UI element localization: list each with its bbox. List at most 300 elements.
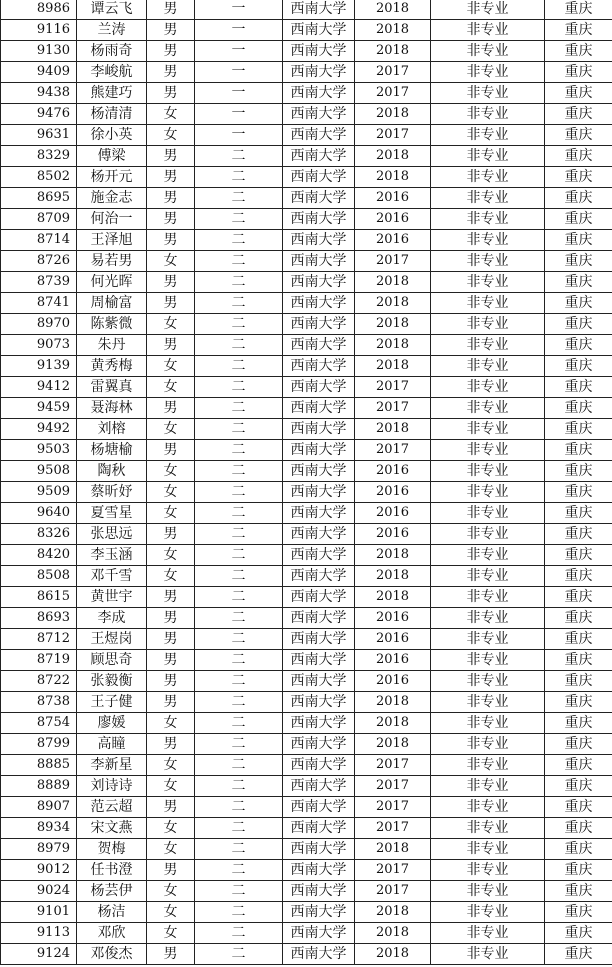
category-cell: 非专业 [431, 293, 545, 314]
region-cell: 重庆 [545, 251, 612, 272]
prize-level-cell: 二 [195, 188, 283, 209]
student-id-cell: 9130 [1, 41, 77, 62]
table-row [1, 692, 612, 713]
category-cell: 非专业 [431, 440, 545, 461]
student-id-cell: 9101 [1, 902, 77, 923]
name-cell: 熊建巧 [77, 83, 147, 104]
name-cell: 傅梁 [77, 146, 147, 167]
name-cell: 兰涛 [77, 20, 147, 41]
category-cell: 非专业 [431, 146, 545, 167]
gender-cell: 男 [147, 587, 195, 608]
category-cell: 非专业 [431, 0, 545, 20]
region-cell: 重庆 [545, 629, 612, 650]
name-cell: 杨清清 [77, 104, 147, 125]
name-cell: 杨洁 [77, 902, 147, 923]
table-row [1, 608, 612, 629]
category-cell: 非专业 [431, 20, 545, 41]
category-cell: 非专业 [431, 335, 545, 356]
gender-cell: 女 [147, 713, 195, 734]
region-cell: 重庆 [545, 797, 612, 818]
name-cell: 朱丹 [77, 335, 147, 356]
student-id-cell: 8508 [1, 566, 77, 587]
gender-cell: 男 [147, 62, 195, 83]
prize-level-cell: 一 [195, 41, 283, 62]
region-cell: 重庆 [545, 608, 612, 629]
year-cell: 2018 [355, 20, 431, 41]
name-cell: 范云超 [77, 797, 147, 818]
gender-cell: 男 [147, 650, 195, 671]
name-cell: 贺梅 [77, 839, 147, 860]
category-cell: 非专业 [431, 230, 545, 251]
school-cell: 西南大学 [283, 692, 355, 713]
name-cell: 李新星 [77, 755, 147, 776]
gender-cell: 女 [147, 419, 195, 440]
prize-level-cell: 二 [195, 377, 283, 398]
table-row [1, 83, 612, 104]
student-id-cell: 9124 [1, 944, 77, 965]
school-cell: 西南大学 [283, 902, 355, 923]
student-id-cell: 8726 [1, 251, 77, 272]
prize-level-cell: 二 [195, 167, 283, 188]
table-row [1, 524, 612, 545]
category-cell: 非专业 [431, 356, 545, 377]
gender-cell: 女 [147, 251, 195, 272]
year-cell: 2018 [355, 734, 431, 755]
school-cell: 西南大学 [283, 335, 355, 356]
school-cell: 西南大学 [283, 314, 355, 335]
category-cell: 非专业 [431, 734, 545, 755]
table-row [1, 734, 612, 755]
year-cell: 2016 [355, 629, 431, 650]
name-cell: 李峻航 [77, 62, 147, 83]
category-cell: 非专业 [431, 209, 545, 230]
year-cell: 2016 [355, 608, 431, 629]
table-row [1, 839, 612, 860]
region-cell: 重庆 [545, 503, 612, 524]
gender-cell: 女 [147, 104, 195, 125]
category-cell: 非专业 [431, 104, 545, 125]
school-cell: 西南大学 [283, 377, 355, 398]
gender-cell: 男 [147, 188, 195, 209]
table-row [1, 125, 612, 146]
gender-cell: 女 [147, 818, 195, 839]
category-cell: 非专业 [431, 650, 545, 671]
student-id-cell: 8693 [1, 608, 77, 629]
table-row [1, 356, 612, 377]
year-cell: 2017 [355, 818, 431, 839]
student-id-cell: 8799 [1, 734, 77, 755]
category-cell: 非专业 [431, 482, 545, 503]
name-cell: 徐小英 [77, 125, 147, 146]
gender-cell: 男 [147, 398, 195, 419]
year-cell: 2018 [355, 104, 431, 125]
table-row [1, 545, 612, 566]
year-cell: 2017 [355, 797, 431, 818]
year-cell: 2016 [355, 671, 431, 692]
year-cell: 2016 [355, 461, 431, 482]
year-cell: 2018 [355, 293, 431, 314]
prize-level-cell: 二 [195, 566, 283, 587]
category-cell: 非专业 [431, 503, 545, 524]
name-cell: 周榆富 [77, 293, 147, 314]
table-body [1, 0, 612, 965]
prize-level-cell: 一 [195, 125, 283, 146]
student-id-cell: 9412 [1, 377, 77, 398]
school-cell: 西南大学 [283, 545, 355, 566]
student-id-cell: 9024 [1, 881, 77, 902]
student-id-cell: 9113 [1, 923, 77, 944]
school-cell: 西南大学 [283, 797, 355, 818]
year-cell: 2016 [355, 230, 431, 251]
category-cell: 非专业 [431, 755, 545, 776]
school-cell: 西南大学 [283, 419, 355, 440]
table-row [1, 671, 612, 692]
category-cell: 非专业 [431, 83, 545, 104]
table-row [1, 272, 612, 293]
year-cell: 2017 [355, 440, 431, 461]
name-cell: 施金志 [77, 188, 147, 209]
gender-cell: 男 [147, 797, 195, 818]
school-cell: 西南大学 [283, 251, 355, 272]
name-cell: 廖媛 [77, 713, 147, 734]
school-cell: 西南大学 [283, 755, 355, 776]
gender-cell: 女 [147, 314, 195, 335]
category-cell: 非专业 [431, 545, 545, 566]
region-cell: 重庆 [545, 881, 612, 902]
year-cell: 2017 [355, 860, 431, 881]
gender-cell: 男 [147, 0, 195, 20]
region-cell: 重庆 [545, 419, 612, 440]
year-cell: 2017 [355, 83, 431, 104]
name-cell: 陈紫微 [77, 314, 147, 335]
school-cell: 西南大学 [283, 146, 355, 167]
school-cell: 西南大学 [283, 20, 355, 41]
student-id-cell: 9012 [1, 860, 77, 881]
table-row [1, 377, 612, 398]
gender-cell: 男 [147, 272, 195, 293]
student-id-cell: 8739 [1, 272, 77, 293]
category-cell: 非专业 [431, 524, 545, 545]
region-cell: 重庆 [545, 671, 612, 692]
category-cell: 非专业 [431, 188, 545, 209]
category-cell: 非专业 [431, 629, 545, 650]
region-cell: 重庆 [545, 293, 612, 314]
year-cell: 2018 [355, 335, 431, 356]
gender-cell: 男 [147, 440, 195, 461]
school-cell: 西南大学 [283, 272, 355, 293]
gender-cell: 男 [147, 608, 195, 629]
table-row [1, 293, 612, 314]
category-cell: 非专业 [431, 671, 545, 692]
prize-level-cell: 二 [195, 230, 283, 251]
school-cell: 西南大学 [283, 671, 355, 692]
category-cell: 非专业 [431, 713, 545, 734]
year-cell: 2018 [355, 167, 431, 188]
prize-level-cell: 一 [195, 104, 283, 125]
name-cell: 王泽旭 [77, 230, 147, 251]
name-cell: 顾思奇 [77, 650, 147, 671]
region-cell: 重庆 [545, 461, 612, 482]
table-row [1, 41, 612, 62]
region-cell: 重庆 [545, 62, 612, 83]
year-cell: 2018 [355, 419, 431, 440]
table-row [1, 104, 612, 125]
year-cell: 2018 [355, 587, 431, 608]
prize-level-cell: 二 [195, 146, 283, 167]
table-row [1, 482, 612, 503]
prize-level-cell: 二 [195, 629, 283, 650]
category-cell: 非专业 [431, 272, 545, 293]
table-row [1, 335, 612, 356]
name-cell: 蔡昕妤 [77, 482, 147, 503]
prize-level-cell: 二 [195, 251, 283, 272]
table-row [1, 587, 612, 608]
school-cell: 西南大学 [283, 83, 355, 104]
region-cell: 重庆 [545, 314, 612, 335]
year-cell: 2017 [355, 776, 431, 797]
region-cell: 重庆 [545, 83, 612, 104]
table-row [1, 209, 612, 230]
school-cell: 西南大学 [283, 776, 355, 797]
school-cell: 西南大学 [283, 587, 355, 608]
category-cell: 非专业 [431, 251, 545, 272]
category-cell: 非专业 [431, 776, 545, 797]
name-cell: 黄秀梅 [77, 356, 147, 377]
table-row [1, 20, 612, 41]
name-cell: 李玉涵 [77, 545, 147, 566]
year-cell: 2017 [355, 398, 431, 419]
table-row [1, 440, 612, 461]
region-cell: 重庆 [545, 545, 612, 566]
region-cell: 重庆 [545, 860, 612, 881]
table-row [1, 0, 612, 20]
student-id-cell: 8714 [1, 230, 77, 251]
student-id-cell: 9640 [1, 503, 77, 524]
category-cell: 非专业 [431, 797, 545, 818]
table-row [1, 818, 612, 839]
prize-level-cell: 二 [195, 860, 283, 881]
region-cell: 重庆 [545, 230, 612, 251]
prize-level-cell: 二 [195, 398, 283, 419]
year-cell: 2017 [355, 251, 431, 272]
year-cell: 2018 [355, 146, 431, 167]
name-cell: 高瞳 [77, 734, 147, 755]
category-cell: 非专业 [431, 461, 545, 482]
student-id-cell: 8889 [1, 776, 77, 797]
gender-cell: 女 [147, 881, 195, 902]
school-cell: 西南大学 [283, 461, 355, 482]
category-cell: 非专业 [431, 923, 545, 944]
table-row [1, 461, 612, 482]
year-cell: 2017 [355, 62, 431, 83]
category-cell: 非专业 [431, 398, 545, 419]
student-id-cell: 9139 [1, 356, 77, 377]
year-cell: 2017 [355, 377, 431, 398]
category-cell: 非专业 [431, 419, 545, 440]
name-cell: 杨开元 [77, 167, 147, 188]
gender-cell: 女 [147, 125, 195, 146]
prize-level-cell: 二 [195, 293, 283, 314]
name-cell: 夏雪星 [77, 503, 147, 524]
table-row [1, 776, 612, 797]
prize-level-cell: 二 [195, 923, 283, 944]
gender-cell: 男 [147, 734, 195, 755]
region-cell: 重庆 [545, 944, 612, 965]
prize-level-cell: 二 [195, 209, 283, 230]
region-cell: 重庆 [545, 0, 612, 20]
category-cell: 非专业 [431, 41, 545, 62]
region-cell: 重庆 [545, 692, 612, 713]
prize-level-cell: 二 [195, 461, 283, 482]
prize-level-cell: 二 [195, 335, 283, 356]
name-cell: 何治一 [77, 209, 147, 230]
name-cell: 邓俊杰 [77, 944, 147, 965]
table-row [1, 314, 612, 335]
year-cell: 2016 [355, 209, 431, 230]
gender-cell: 女 [147, 839, 195, 860]
table-row [1, 62, 612, 83]
student-id-cell: 8907 [1, 797, 77, 818]
school-cell: 西南大学 [283, 713, 355, 734]
category-cell: 非专业 [431, 608, 545, 629]
gender-cell: 男 [147, 41, 195, 62]
year-cell: 2017 [355, 755, 431, 776]
category-cell: 非专业 [431, 902, 545, 923]
student-id-cell: 8712 [1, 629, 77, 650]
year-cell: 2018 [355, 566, 431, 587]
name-cell: 李成 [77, 608, 147, 629]
gender-cell: 女 [147, 902, 195, 923]
table-row [1, 566, 612, 587]
category-cell: 非专业 [431, 818, 545, 839]
student-id-cell: 8754 [1, 713, 77, 734]
region-cell: 重庆 [545, 335, 612, 356]
gender-cell: 男 [147, 860, 195, 881]
student-id-cell: 8615 [1, 587, 77, 608]
name-cell: 陶秋 [77, 461, 147, 482]
name-cell: 任书澄 [77, 860, 147, 881]
gender-cell: 女 [147, 503, 195, 524]
table-row [1, 230, 612, 251]
student-id-cell: 9459 [1, 398, 77, 419]
prize-level-cell: 二 [195, 356, 283, 377]
student-id-cell: 9116 [1, 20, 77, 41]
gender-cell: 女 [147, 776, 195, 797]
table-row [1, 146, 612, 167]
school-cell: 西南大学 [283, 566, 355, 587]
prize-level-cell: 二 [195, 839, 283, 860]
year-cell: 2018 [355, 923, 431, 944]
prize-level-cell: 二 [195, 734, 283, 755]
school-cell: 西南大学 [283, 629, 355, 650]
school-cell: 西南大学 [283, 944, 355, 965]
name-cell: 张思远 [77, 524, 147, 545]
student-id-cell: 8326 [1, 524, 77, 545]
school-cell: 西南大学 [283, 860, 355, 881]
name-cell: 黄世宇 [77, 587, 147, 608]
region-cell: 重庆 [545, 377, 612, 398]
category-cell: 非专业 [431, 860, 545, 881]
school-cell: 西南大学 [283, 356, 355, 377]
gender-cell: 男 [147, 335, 195, 356]
table-row [1, 860, 612, 881]
prize-level-cell: 一 [195, 20, 283, 41]
region-cell: 重庆 [545, 146, 612, 167]
year-cell: 2018 [355, 272, 431, 293]
prize-level-cell: 二 [195, 503, 283, 524]
region-cell: 重庆 [545, 104, 612, 125]
student-id-cell: 8695 [1, 188, 77, 209]
prize-level-cell: 二 [195, 818, 283, 839]
gender-cell: 男 [147, 83, 195, 104]
school-cell: 西南大学 [283, 524, 355, 545]
region-cell: 重庆 [545, 188, 612, 209]
year-cell: 2018 [355, 41, 431, 62]
name-cell: 谭云飞 [77, 0, 147, 20]
school-cell: 西南大学 [283, 167, 355, 188]
table-row [1, 419, 612, 440]
gender-cell: 男 [147, 167, 195, 188]
region-cell: 重庆 [545, 566, 612, 587]
prize-level-cell: 二 [195, 671, 283, 692]
name-cell: 杨雨奇 [77, 41, 147, 62]
table-row [1, 713, 612, 734]
region-cell: 重庆 [545, 818, 612, 839]
name-cell: 邓千雪 [77, 566, 147, 587]
name-cell: 何光晖 [77, 272, 147, 293]
name-cell: 张毅衡 [77, 671, 147, 692]
prize-level-cell: 二 [195, 713, 283, 734]
gender-cell: 女 [147, 923, 195, 944]
table-row [1, 755, 612, 776]
year-cell: 2016 [355, 482, 431, 503]
student-id-cell: 8719 [1, 650, 77, 671]
region-cell: 重庆 [545, 713, 612, 734]
school-cell: 西南大学 [283, 818, 355, 839]
region-cell: 重庆 [545, 125, 612, 146]
region-cell: 重庆 [545, 356, 612, 377]
prize-level-cell: 二 [195, 692, 283, 713]
name-cell: 易若男 [77, 251, 147, 272]
year-cell: 2018 [355, 713, 431, 734]
region-cell: 重庆 [545, 755, 612, 776]
student-id-cell: 9409 [1, 62, 77, 83]
student-id-cell: 8885 [1, 755, 77, 776]
student-id-cell: 8502 [1, 167, 77, 188]
table-row [1, 797, 612, 818]
prize-level-cell: 一 [195, 0, 283, 20]
gender-cell: 男 [147, 146, 195, 167]
student-id-cell: 9492 [1, 419, 77, 440]
gender-cell: 男 [147, 293, 195, 314]
student-id-cell: 8979 [1, 839, 77, 860]
school-cell: 西南大学 [283, 923, 355, 944]
region-cell: 重庆 [545, 734, 612, 755]
year-cell: 2016 [355, 503, 431, 524]
gender-cell: 女 [147, 755, 195, 776]
prize-level-cell: 二 [195, 608, 283, 629]
region-cell: 重庆 [545, 440, 612, 461]
student-id-cell: 9509 [1, 482, 77, 503]
name-cell: 刘诗诗 [77, 776, 147, 797]
gender-cell: 女 [147, 545, 195, 566]
student-id-cell: 9438 [1, 83, 77, 104]
prize-level-cell: 二 [195, 881, 283, 902]
school-cell: 西南大学 [283, 503, 355, 524]
category-cell: 非专业 [431, 314, 545, 335]
prize-level-cell: 二 [195, 902, 283, 923]
category-cell: 非专业 [431, 692, 545, 713]
